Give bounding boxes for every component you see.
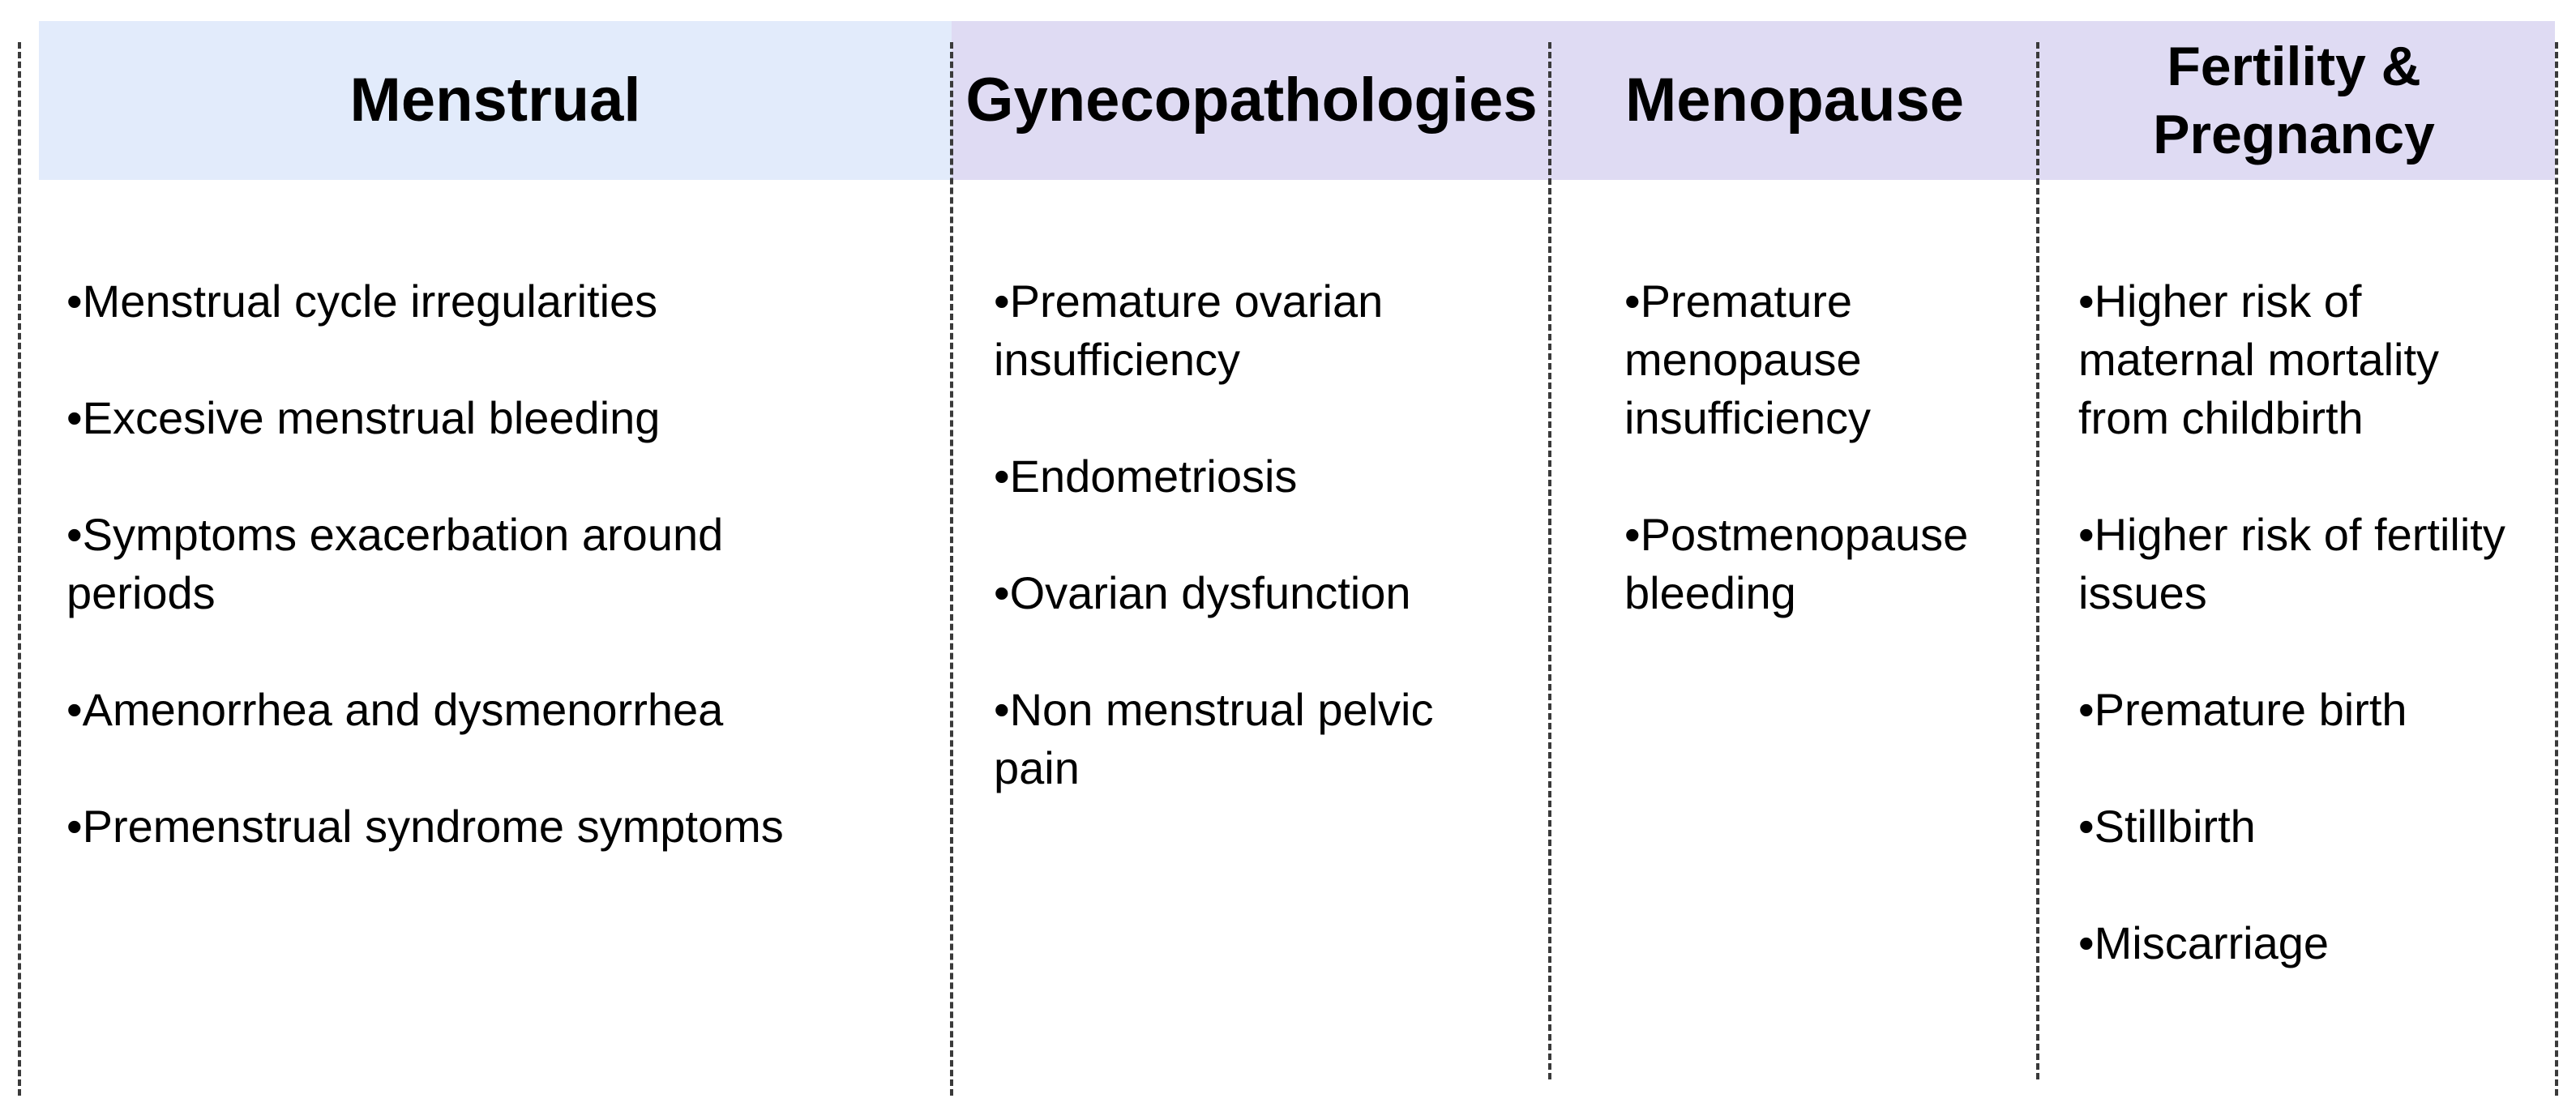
fertility-pregnancy-list bbox=[2078, 272, 2540, 1031]
list-item: •Excesive menstrual bleeding bbox=[66, 392, 661, 443]
list-item: •Premature ovarian insufficiency bbox=[994, 276, 1384, 385]
list-item: •Premenstrual syndrome symptoms bbox=[66, 801, 784, 852]
column-title-menopause: Menopause bbox=[1624, 66, 1965, 135]
divider-menstrual-gyneco bbox=[950, 42, 953, 1096]
menopause-list bbox=[1624, 272, 1997, 681]
list-item: •Miscarriage bbox=[2078, 917, 2330, 968]
menstrual-list bbox=[66, 272, 926, 914]
list-item: •Higher risk of maternal mortality from childbirth bbox=[2078, 276, 2440, 443]
list-item: •Amenorrhea and dysmenorrhea bbox=[66, 684, 724, 735]
list-item: •Menstrual cycle irregularities bbox=[66, 276, 658, 327]
list-item: •Premature birth bbox=[2078, 684, 2407, 735]
list-item: •Premature menopause insufficiency bbox=[1624, 276, 1872, 443]
divider-gyneco-menopause bbox=[1548, 42, 1551, 1079]
column-title-menstrual: Menstrual bbox=[349, 66, 641, 135]
list-item: •Endometriosis bbox=[994, 451, 1298, 502]
divider-right-edge bbox=[2555, 42, 2558, 1096]
divider-menopause-fertility bbox=[2036, 42, 2039, 1079]
gynecopathologies-list bbox=[994, 272, 1521, 856]
column-title-fertility-pregnancy: Fertility & Pregnancy bbox=[2153, 36, 2435, 165]
list-item: •Higher risk of fertility issues bbox=[2078, 509, 2505, 618]
list-item: •Postmenopause bleeding bbox=[1624, 509, 1969, 618]
list-item: •Stillbirth bbox=[2078, 801, 2256, 852]
divider-left-edge bbox=[18, 42, 21, 1096]
list-item: •Non menstrual pelvic pain bbox=[994, 684, 1434, 793]
list-item: •Symptoms exacerbation around periods bbox=[66, 509, 724, 618]
list-item: •Ovarian dysfunction bbox=[994, 567, 1411, 618]
column-title-gynecopathologies: Gynecopathologies bbox=[965, 66, 1538, 135]
